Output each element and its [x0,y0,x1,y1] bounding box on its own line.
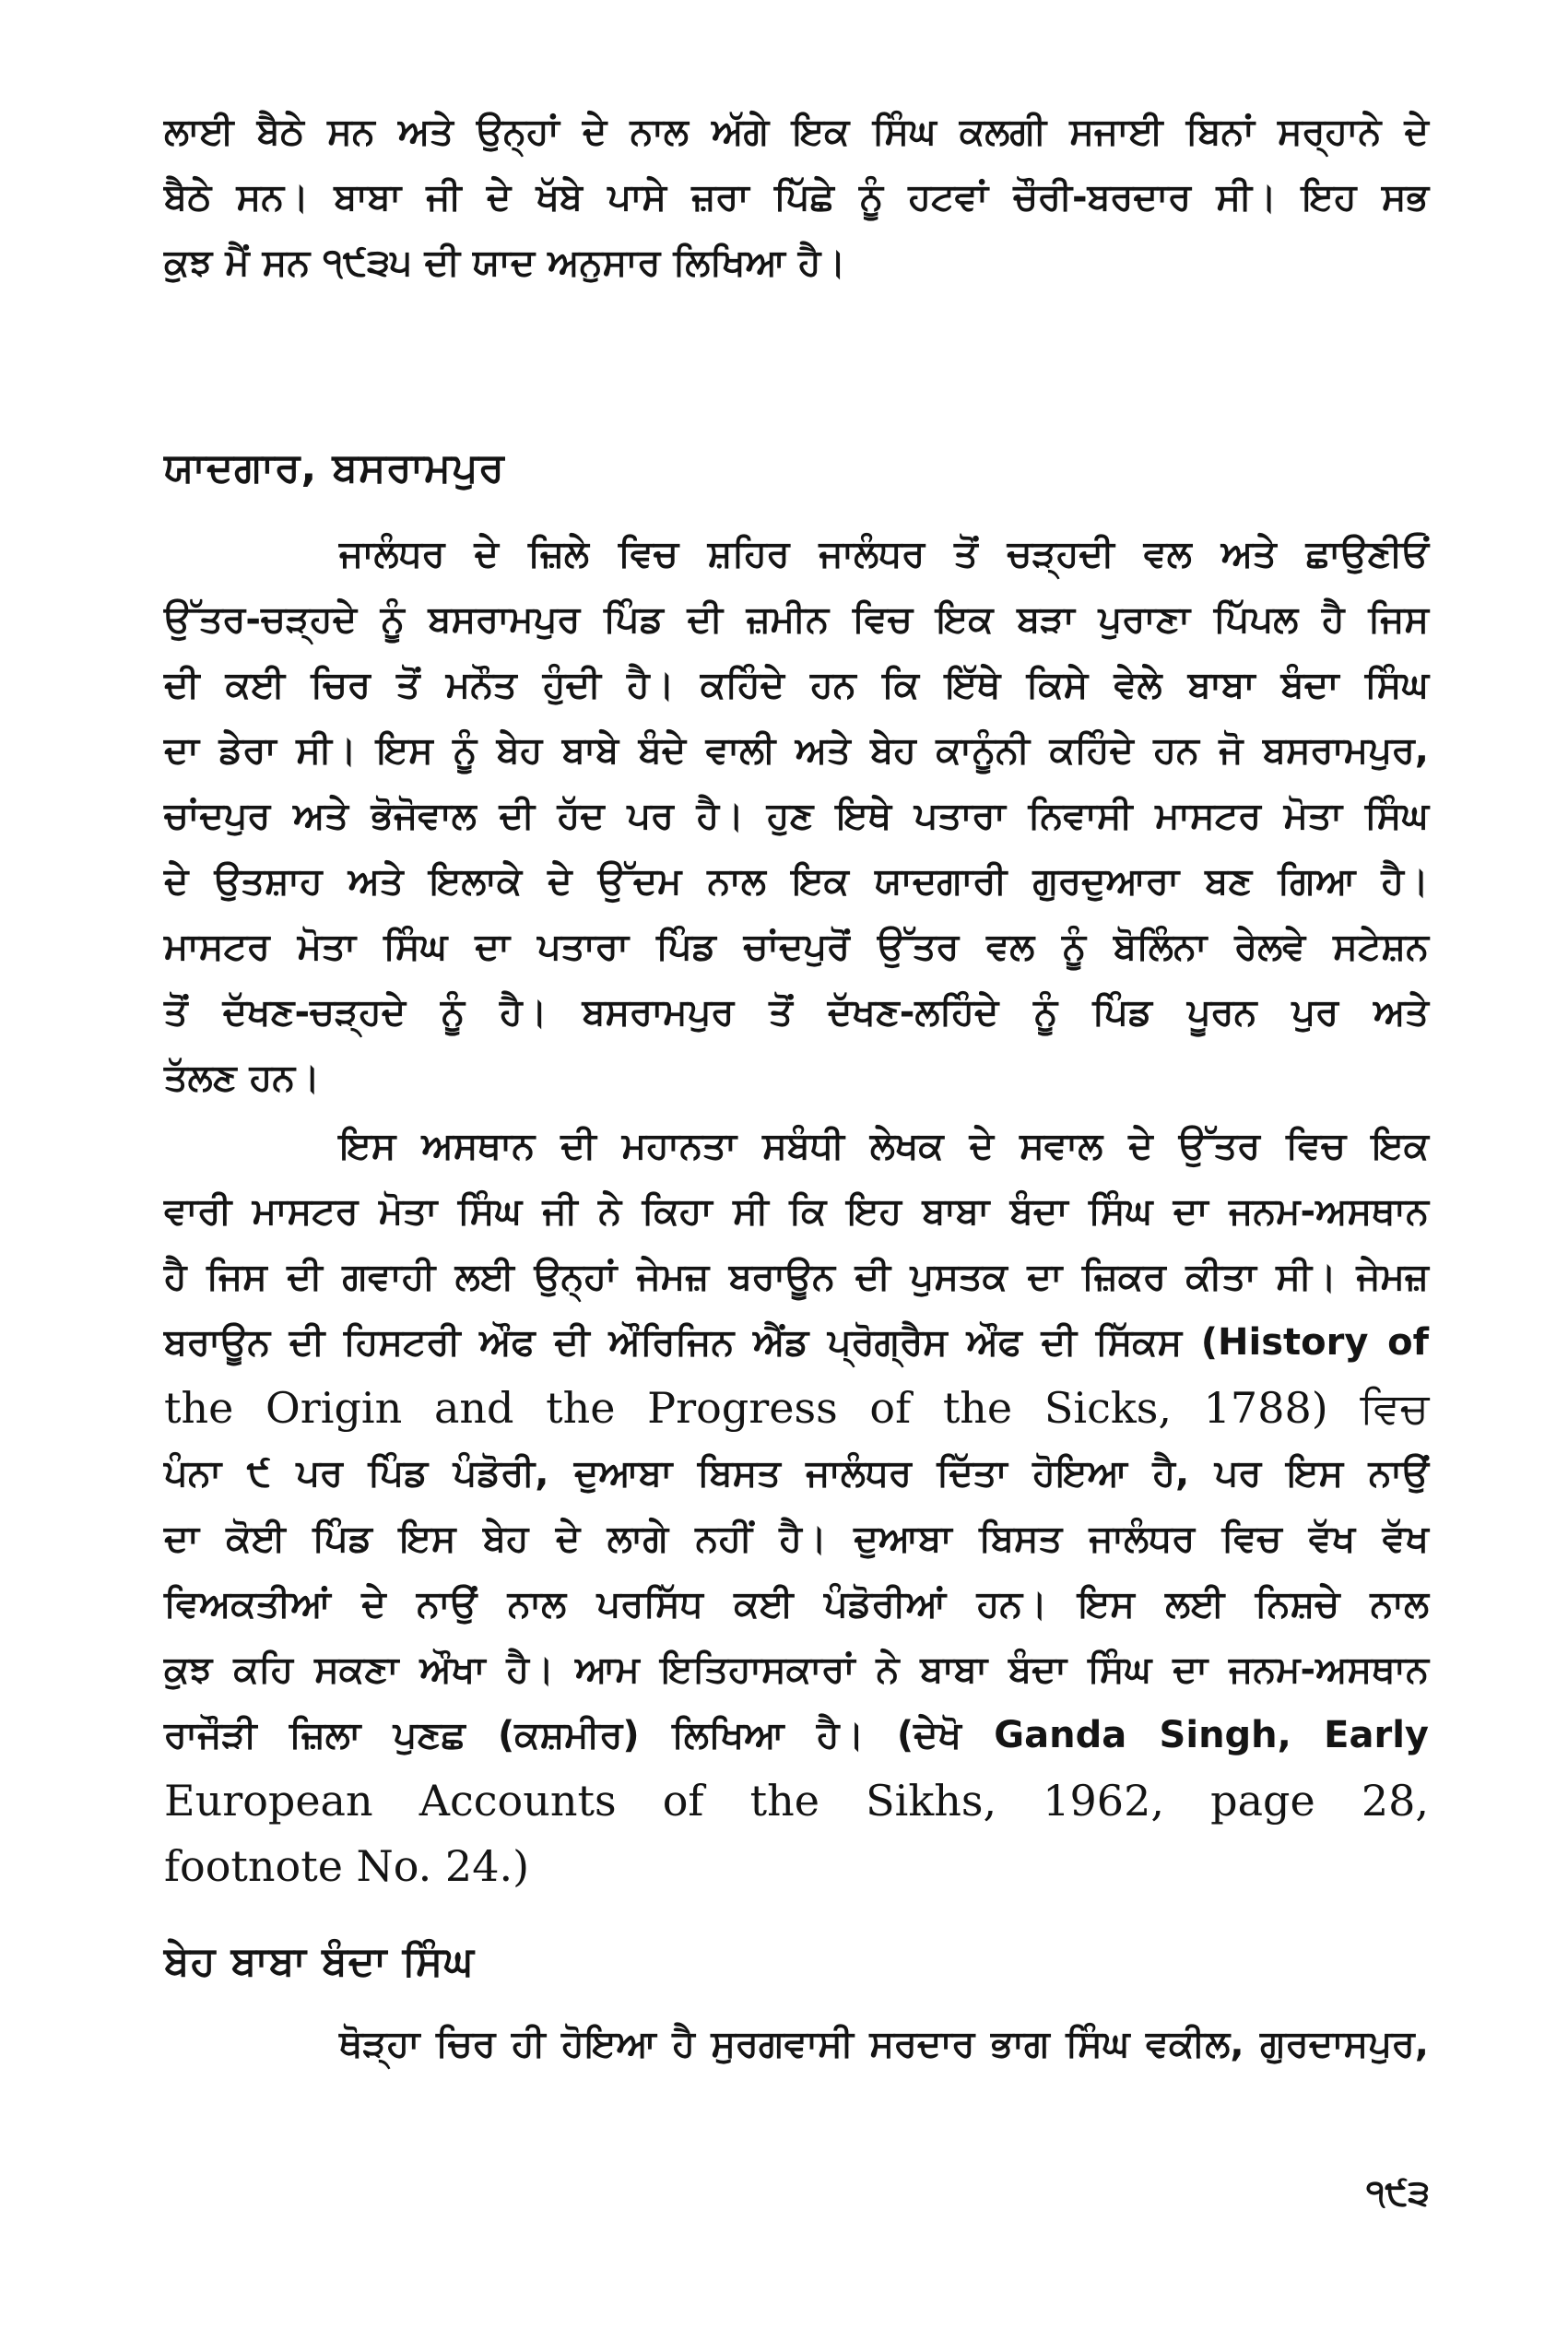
section-heading-yaadgaar-basrampur: ਯਾਦਗਾਰ, ਬਸਰਾਮਪੁਰ [164,444,505,491]
text-line: ਥੋੜ੍ਹਾ ਚਿਰ ਹੀ ਹੋਇਆ ਹੈ ਸੁਰਗਵਾਸੀ ਸਰਦਾਰ ਭਾਗ ਸਿੰਘ ਵਕੀਲ, ਗੁਰਦਾਸਪੁਰ, [339,2023,1429,2065]
text-line: ਦਾ ਕੋਈ ਪਿੰਡ ਇਸ ਬੇਹ ਦੇ ਲਾਗੇ ਨਹੀਂ ਹੈ। ਦੁਆਬਾ ਬਿਸਤ ਜਾਲੰਧਰ ਵਿਚ ਵੱਖ ਵੱਖ [164,1518,1429,1560]
text-line: ਇਸ ਅਸਥਾਨ ਦੀ ਮਹਾਨਤਾ ਸਬੰਧੀ ਲੇਖਕ ਦੇ ਸਵਾਲ ਦੇ ਉੱਤਰ ਵਿਚ ਇਕ [339,1125,1429,1167]
text-line: ਹੈ ਜਿਸ ਦੀ ਗਵਾਹੀ ਲਈ ਉਨ੍ਹਾਂ ਜੇਮਜ਼ ਬਰਾਊਨ ਦੀ ਪੁਸਤਕ ਦਾ ਜ਼ਿਕਰ ਕੀਤਾ ਸੀ। ਜੇਮਜ਼ [164,1256,1429,1298]
text-line: the Origin and the Progress of the Sicks, 1788) ਵਿਚ [164,1383,1429,1433]
section2-paragraph-1 [164,2012,1429,2077]
text-line: ਉੱਤਰ-ਚੜ੍ਹਦੇ ਨੂੰ ਬਸਰਾਮਪੁਰ ਪਿੰਡ ਦੀ ਜ਼ਮੀਨ ਵਿਚ ਇਕ ਬੜਾ ਪੁਰਾਣਾ ਪਿੱਪਲ ਹੈ ਜਿਸ [164,598,1429,641]
text-line: ਕੁਝ ਕਹਿ ਸਕਣਾ ਔਖਾ ਹੈ। ਆਮ ਇਤਿਹਾਸਕਾਰਾਂ ਨੇ ਬਾਬਾ ਬੰਦਾ ਸਿੰਘ ਦਾ ਜਨਮ-ਅਸਥਾਨ [164,1649,1429,1691]
section-heading-beh-baba-banda-singh: ਬੇਹ ਬਾਬਾ ਬੰਦਾ ਸਿੰਘ [164,1938,475,1985]
text-line: ਜਾਲੰਧਰ ਦੇ ਜ਼ਿਲੇ ਵਿਚ ਸ਼ਹਿਰ ਜਾਲੰਧਰ ਤੋਂ ਚੜ੍ਹਦੀ ਵਲ ਅਤੇ ਛਾਉਣੀਓਂ [339,533,1429,575]
text-line: ਵਾਰੀ ਮਾਸਟਰ ਮੋਤਾ ਸਿੰਘ ਜੀ ਨੇ ਕਿਹਾ ਸੀ ਕਿ ਇਹ ਬਾਬਾ ਬੰਦਾ ਸਿੰਘ ਦਾ ਜਨਮ-ਅਸਥਾਨ [164,1190,1429,1233]
text-line: ਤੱਲਣ ਹਨ। [164,1057,321,1099]
text-line: ਕੁਝ ਮੈਂ ਸਨ ੧੯੩੫ ਦੀ ਯਾਦ ਅਨੁਸਾਰ ਲਿਖਿਆ ਹੈ। [164,242,846,284]
text-line: ਪੰਨਾ ੯ ਪਰ ਪਿੰਡ ਪੰਡੋਰੀ, ਦੁਆਬਾ ਬਿਸਤ ਜਾਲੰਧਰ ਦਿੱਤਾ ਹੋਇਆ ਹੈ, ਪਰ ਇਸ ਨਾਉਂ [164,1452,1429,1495]
text-line: ਬਰਾਊਨ ਦੀ ਹਿਸਟਰੀ ਔਫ ਦੀ ਔਰਿਜਿਨ ਐਂਡ ਪ੍ਰੋਗ੍ਰੈਸ ਔਫ ਦੀ ਸਿੱਕਸ (History of [164,1321,1429,1364]
text-line: European Accounts of the Sikhs, 1962, page 28, [164,1776,1429,1826]
text-line: ਤੋਂ ਦੱਖਣ-ਚੜ੍ਹਦੇ ਨੂੰ ਹੈ। ਬਸਰਾਮਪੁਰ ਤੋਂ ਦੱਖਣ-ਲਹਿੰਦੇ ਨੂੰ ਪਿੰਡ ਪੂਰਨ ਪੁਰ ਅਤੇ [164,991,1429,1034]
text-line: ਲਾਈ ਬੈਠੇ ਸਨ ਅਤੇ ਉਨ੍ਹਾਂ ਦੇ ਨਾਲ ਅੱਗੇ ਇਕ ਸਿੰਘ ਕਲਗੀ ਸਜਾਈ ਬਿਨਾਂ ਸਰ੍ਹਾਨੇ ਦੇ [164,111,1429,153]
page-number: ੧੯੩ [1365,2172,1430,2213]
text-line: ਦਾ ਡੇਰਾ ਸੀ। ਇਸ ਨੂੰ ਬੇਹ ਬਾਬੇ ਬੰਦੇ ਵਾਲੀ ਅਤੇ ਬੇਹ ਕਾਨੂੰਨੀ ਕਹਿੰਦੇ ਹਨ ਜੋ ਬਸਰਾਮਪੁਰ, [164,729,1429,772]
text-line: ਦੇ ਉਤਸ਼ਾਹ ਅਤੇ ਇਲਾਕੇ ਦੇ ਉੱਦਮ ਨਾਲ ਇਕ ਯਾਦਗਾਰੀ ਗੁਰਦੁਆਰਾ ਬਣ ਗਿਆ ਹੈ। [164,860,1429,903]
text-line: ਮਾਸਟਰ ਮੋਤਾ ਸਿੰਘ ਦਾ ਪਤਾਰਾ ਪਿੰਡ ਚਾਂਦਪੁਰੋਂ ਉੱਤਰ ਵਲ ਨੂੰ ਬੋਲਿੰਨਾ ਰੇਲਵੇ ਸਟੇਸ਼ਨ [164,926,1429,968]
intro-paragraph [164,100,1429,296]
text-line: footnote No. 24.) [164,1841,530,1891]
text-line: ਬੈਠੇ ਸਨ। ਬਾਬਾ ਜੀ ਦੇ ਖੱਬੇ ਪਾਸੇ ਜ਼ਰਾ ਪਿੱਛੇ ਨੂੰ ਹਟਵਾਂ ਚੌਰੀ-ਬਰਦਾਰ ਸੀ। ਇਹ ਸਭ [164,176,1429,219]
text-line: ਦੀ ਕਈ ਚਿਰ ਤੋਂ ਮਨੌਤ ਹੁੰਦੀ ਹੈ। ਕਹਿੰਦੇ ਹਨ ਕਿ ਇੱਥੇ ਕਿਸੇ ਵੇਲੇ ਬਾਬਾ ਬੰਦਾ ਸਿੰਘ [164,664,1429,706]
text-line: ਵਿਅਕਤੀਆਂ ਦੇ ਨਾਉਂ ਨਾਲ ਪਰਸਿੱਧ ਕਈ ਪੰਡੋਰੀਆਂ ਹਨ। ਇਸ ਲਈ ਨਿਸ਼ਚੇ ਨਾਲ [164,1583,1429,1625]
text-line: ਰਾਜੌੜੀ ਜ਼ਿਲਾ ਪੁਣਛ (ਕਸ਼ਮੀਰ) ਲਿਖਿਆ ਹੈ। (ਦੇਖੋ Ganda Singh, Early [164,1714,1429,1756]
text-line: ਚਾਂਦਪੁਰ ਅਤੇ ਭੋਜੋਵਾਲ ਦੀ ਹੱਦ ਪਰ ਹੈ। ਹੁਣ ਇਥੇ ਪਤਾਰਾ ਨਿਵਾਸੀ ਮਾਸਟਰ ਮੋਤਾ ਸਿੰਘ [164,795,1429,837]
section1-paragraph-2 [164,1114,1429,1899]
section1-paragraph-1 [164,522,1429,1111]
